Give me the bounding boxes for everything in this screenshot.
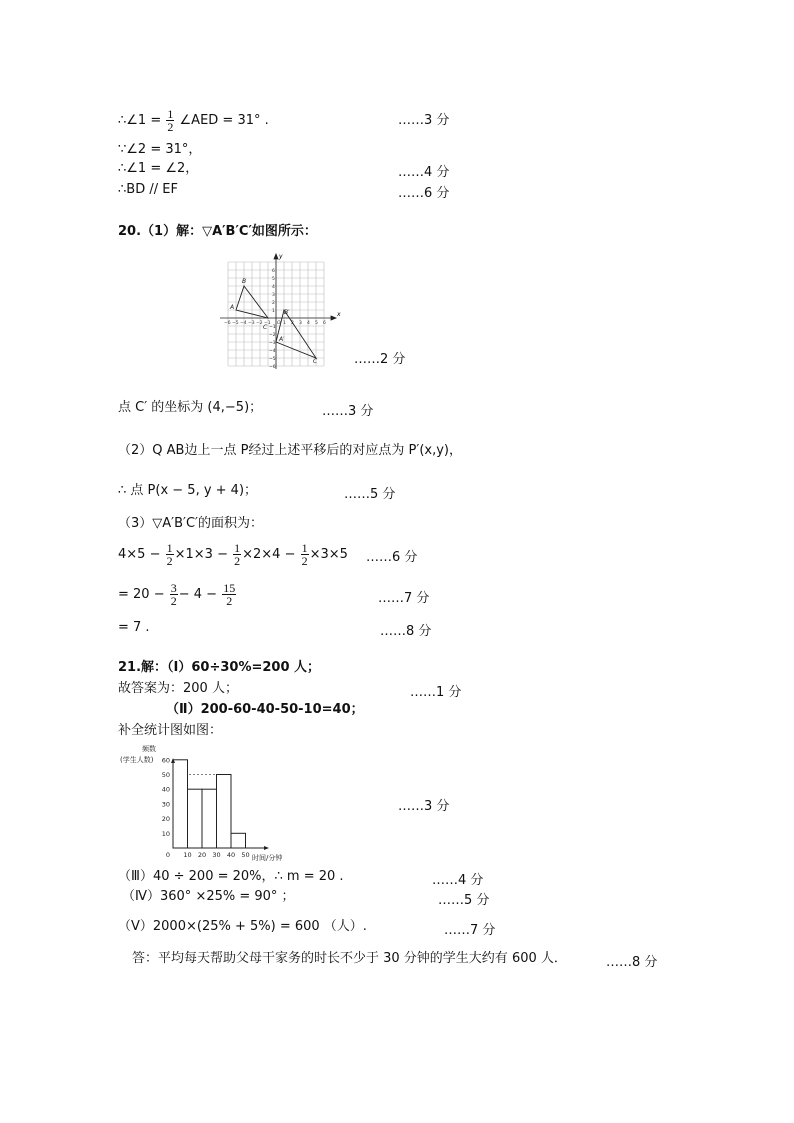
score-q19-4: ……6 分 bbox=[398, 186, 450, 201]
y-tick-label: 10 bbox=[161, 829, 170, 838]
q21-line5: （Ⅲ）40 ÷ 200 = 20%，∴ m = 20 . bbox=[118, 869, 344, 884]
x-tick: 3 bbox=[299, 321, 302, 326]
q21-line3: （Ⅱ）200-60-40-50-10=40； bbox=[166, 702, 364, 717]
score-q21-answer: ……8 分 bbox=[606, 955, 658, 970]
y-tick-label: 20 bbox=[161, 815, 170, 824]
y-tick: −4 bbox=[269, 349, 276, 354]
x-tick: −1 bbox=[264, 321, 271, 326]
x-tick: −6 bbox=[224, 321, 231, 326]
y-tick: −6 bbox=[269, 365, 276, 370]
y-tick: −1 bbox=[269, 325, 276, 330]
score-q21-line7: ……7 分 bbox=[444, 923, 496, 938]
score-q20-coord: ……3 分 bbox=[322, 404, 374, 419]
x-tick: 6 bbox=[323, 321, 326, 326]
score-q21-line5: ……4 分 bbox=[432, 873, 484, 888]
q21-line2: 故答案为：200 人； bbox=[118, 681, 238, 696]
point-bp-label: B′ bbox=[284, 309, 290, 316]
q19-line1: ∴∠1 = $\frac{1}{2}$ ∠AED = 31° . bbox=[118, 107, 269, 134]
y-tick: 3 bbox=[272, 293, 275, 298]
q20-expr1: 4×5 − $\frac{1}{2}$ ×1×3 − $\frac{1}{2}$ ×2×4 − $\frac{1}{2}$ ×3×5 bbox=[118, 541, 348, 568]
coordinate-grid bbox=[218, 252, 342, 370]
fraction: $\frac{3}{2}$ bbox=[170, 581, 177, 608]
score-q21-chart: ……3 分 bbox=[398, 799, 450, 814]
x-tick: 1 bbox=[283, 321, 286, 326]
histogram-bar bbox=[231, 833, 246, 848]
histogram-bar bbox=[188, 789, 203, 848]
x-tick: 5 bbox=[315, 321, 318, 326]
histogram-bar bbox=[202, 789, 217, 848]
fraction-half: $\frac{1}{2}$ bbox=[166, 541, 173, 568]
y-tick: 2 bbox=[272, 301, 275, 306]
score-q19-3: ……4 分 bbox=[398, 165, 450, 180]
point-c-label: C bbox=[263, 324, 268, 331]
point-ap-label: A′ bbox=[279, 336, 285, 343]
q21-answer: 答：平均每天帮助父母干家务的时长不少于 30 分钟的学生大约有 600 人． bbox=[132, 951, 567, 966]
origin-label: 0 bbox=[165, 851, 170, 859]
q21-line7: （Ⅴ）2000×(25% + 5%) = 600 （人）. bbox=[118, 919, 367, 934]
q21-line1: 21.解：（Ⅰ）60÷30%=200 人； bbox=[118, 660, 321, 675]
x-tick-label: 20 bbox=[197, 851, 207, 859]
q21-line4: 补全统计图如图： bbox=[118, 723, 223, 738]
y-tick: 5 bbox=[272, 277, 275, 282]
q20-part3: （3）▽A′B′C′的面积为： bbox=[118, 516, 264, 531]
score-q21-line6: ……5 分 bbox=[438, 893, 490, 908]
point-a-label: A bbox=[230, 304, 235, 311]
y-tick: 4 bbox=[272, 285, 275, 290]
fraction-half: $\frac{1}{2}$ bbox=[301, 541, 308, 568]
q20-part2b: ∴ 点 P(x − 5, y + 4)； bbox=[118, 483, 258, 498]
y-tick: 1 bbox=[272, 309, 275, 314]
q19-line4: ∴BD // EF bbox=[118, 182, 178, 197]
q20-part2: （2）Q AB边上一点 P经过上述平移后的对应点为 P′(x,y)， bbox=[118, 443, 463, 458]
point-b-label: B bbox=[242, 278, 247, 285]
point-cp-label: C bbox=[313, 358, 318, 365]
fraction-half: $\frac{1}{2}$ bbox=[234, 541, 241, 568]
x-tick-label: 30 bbox=[212, 851, 221, 859]
score-q20-expr1: ……6 分 bbox=[366, 550, 418, 565]
y-tick-label: 60 bbox=[161, 756, 170, 765]
histogram-bar bbox=[173, 760, 188, 848]
q20-expr3: = 7 . bbox=[118, 620, 150, 635]
x-tick: 4 bbox=[307, 321, 310, 326]
score-q20-expr3: ……8 分 bbox=[380, 624, 432, 639]
y-axis-label-line1: 频数 bbox=[142, 745, 156, 753]
q20-expr2: = 20 − $\frac{3}{2}$ − 4 − $\frac{15}{2}$ bbox=[118, 581, 236, 608]
x-tick: −4 bbox=[240, 321, 247, 326]
score-q20-part2: ……5 分 bbox=[344, 487, 396, 502]
x-tick: −2 bbox=[256, 321, 263, 326]
histogram-bar bbox=[217, 775, 232, 849]
x-axis-label: 时间/分钟 bbox=[252, 854, 283, 862]
fraction-half: $\frac{1}{2}$ bbox=[167, 107, 174, 134]
x-axis-arrow bbox=[264, 846, 269, 850]
q19-line3: ∴∠1 = ∠2， bbox=[118, 161, 199, 176]
y-tick-label: 50 bbox=[161, 771, 170, 779]
y-tick-label: 40 bbox=[161, 785, 170, 794]
origin-label: O bbox=[277, 321, 281, 326]
y-tick: 6 bbox=[272, 269, 275, 274]
score-q19-1: ……3 分 bbox=[398, 113, 450, 128]
x-tick: 2 bbox=[291, 321, 294, 326]
y-tick: −3 bbox=[269, 341, 276, 346]
score-q20-expr2: ……7 分 bbox=[378, 591, 430, 606]
y-axis-label-line2: (学生人数) bbox=[120, 756, 154, 764]
x-tick: −5 bbox=[232, 321, 239, 326]
x-tick-label: 10 bbox=[183, 851, 192, 859]
y-axis-label: y bbox=[279, 253, 283, 260]
score-q21-line2: ……1 分 bbox=[410, 685, 462, 700]
score-q20-graph: ……2 分 bbox=[354, 352, 406, 367]
q21-line6: （Ⅳ）360° ×25% = 90° ； bbox=[122, 889, 295, 904]
q19-line2: ∵∠2 = 31°， bbox=[118, 142, 202, 157]
y-tick: −5 bbox=[269, 357, 276, 362]
x-tick-label: 40 bbox=[226, 851, 236, 859]
y-tick: −2 bbox=[269, 333, 276, 338]
fraction: $\frac{15}{2}$ bbox=[223, 581, 236, 608]
x-tick-label: 50 bbox=[241, 851, 250, 859]
x-axis-label: x bbox=[337, 311, 341, 318]
histogram-chart bbox=[118, 742, 308, 864]
q20-heading: 20.（1）解：▽A′B′C′如图所示： bbox=[118, 224, 317, 239]
q20-coord: 点 C′ 的坐标为 (4,−5)； bbox=[118, 400, 263, 415]
y-tick-label: 30 bbox=[161, 800, 170, 809]
x-tick: −3 bbox=[248, 321, 255, 326]
